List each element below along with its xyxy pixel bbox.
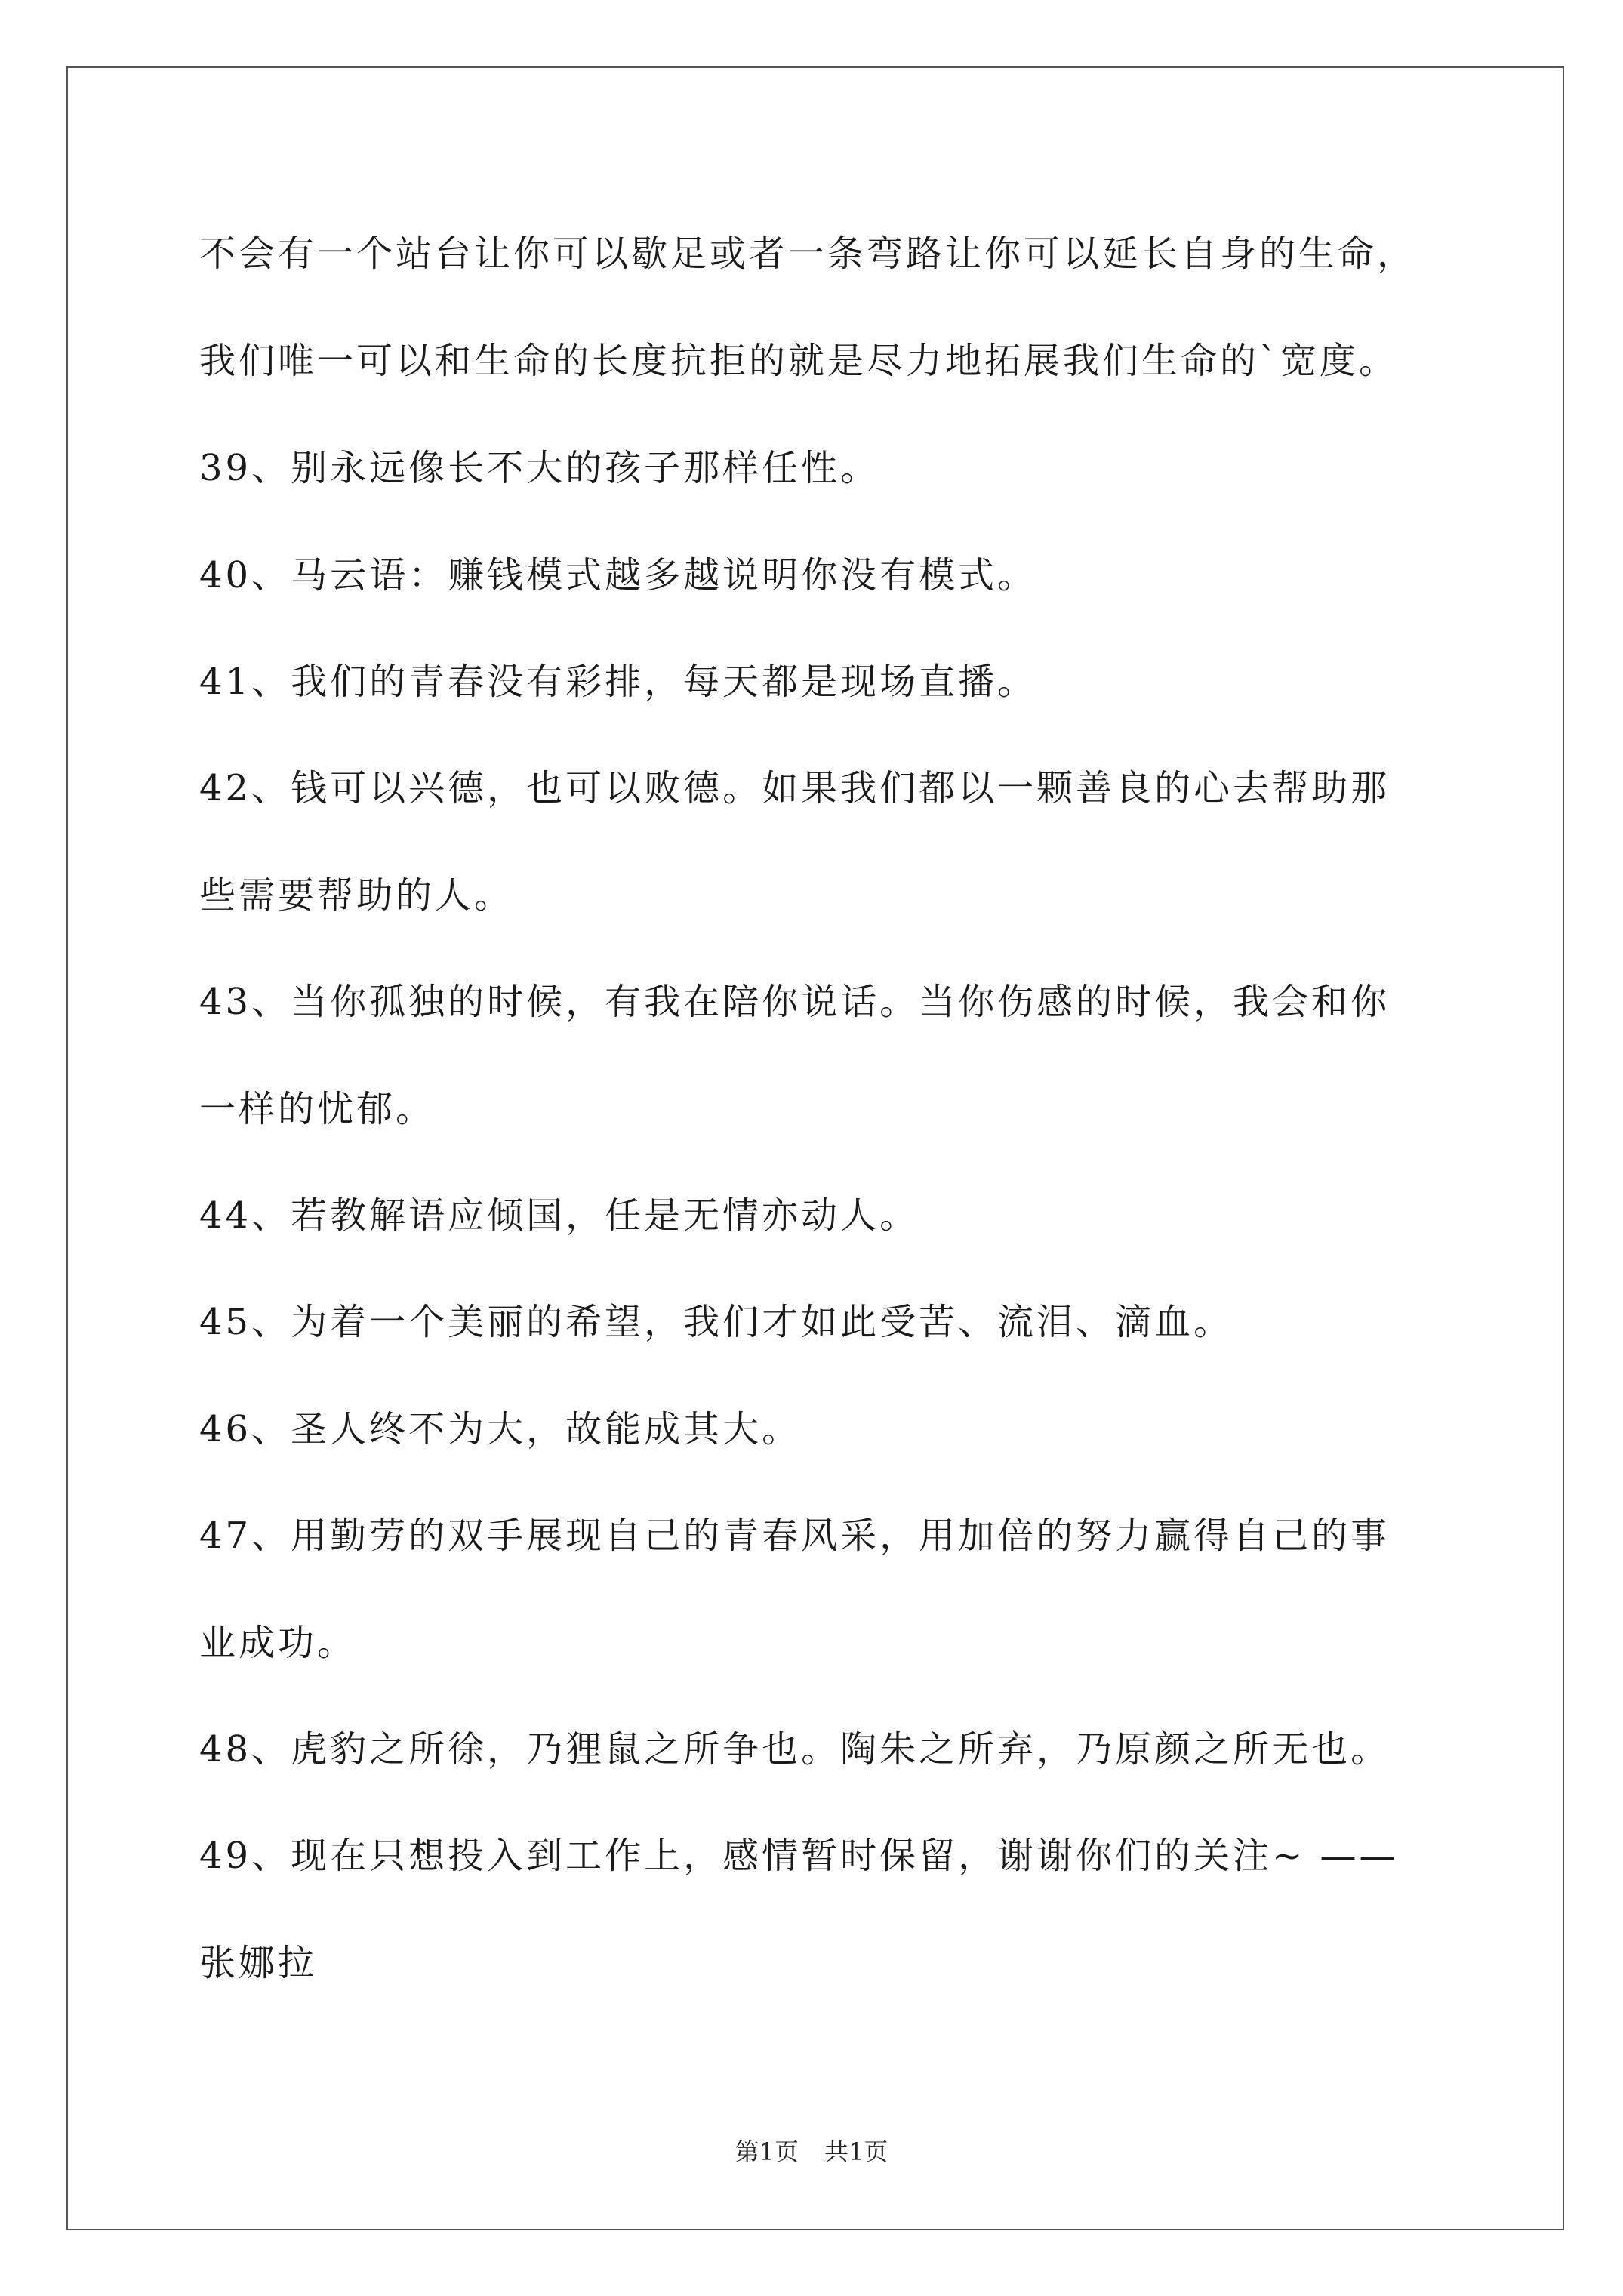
text-line: 45、为着一个美丽的希望，我们才如此受苦、流泪、滴血。 xyxy=(199,1301,1233,1343)
text-line: 46、圣人终不为大，故能成其大。 xyxy=(199,1408,802,1450)
text-line: 44、若教解语应倾国，任是无情亦动人。 xyxy=(199,1194,919,1237)
text-line: 49、现在只想投入到工作上，感情暂时保留，谢谢你们的关注~ —— xyxy=(199,1835,1399,1877)
text-line: 42、钱可以兴德，也可以败德。如果我们都以一颗善良的心去帮助那 xyxy=(199,767,1390,809)
text-line: 些需要帮助的人。 xyxy=(199,874,514,917)
page-number: 第1页 xyxy=(735,2137,799,2166)
text-line: 43、当你孤独的时候，有我在陪你说话。当你伤感的时候，我会和你 xyxy=(199,981,1390,1023)
text-line: 一样的忧郁。 xyxy=(199,1088,436,1130)
text-line: 41、我们的青春没有彩排，每天都是现场直播。 xyxy=(199,661,1037,703)
page-border xyxy=(66,66,1564,2230)
text-line: 不会有一个站台让你可以歇足或者一条弯路让你可以延长自身的生命， xyxy=(199,233,1417,275)
page-total: 共1页 xyxy=(824,2137,888,2166)
text-line: 48、虎豹之所徐，乃狸鼠之所争也。陶朱之所弃，乃原颜之所无也。 xyxy=(199,1728,1390,1771)
text-line: 我们唯一可以和生命的长度抗拒的就是尽力地拓展我们生命的`宽度。 xyxy=(199,340,1399,382)
page-footer xyxy=(0,2137,1623,2167)
text-line: 40、马云语：赚钱模式越多越说明你没有模式。 xyxy=(199,554,1037,596)
text-line: 业成功。 xyxy=(199,1622,357,1664)
text-line: 47、用勤劳的双手展现自己的青春风采，用加倍的努力赢得自己的事 xyxy=(199,1515,1390,1557)
text-line: 39、别永远像长不大的孩子那样任性。 xyxy=(199,447,880,489)
text-line: 张娜拉 xyxy=(199,1942,318,1984)
